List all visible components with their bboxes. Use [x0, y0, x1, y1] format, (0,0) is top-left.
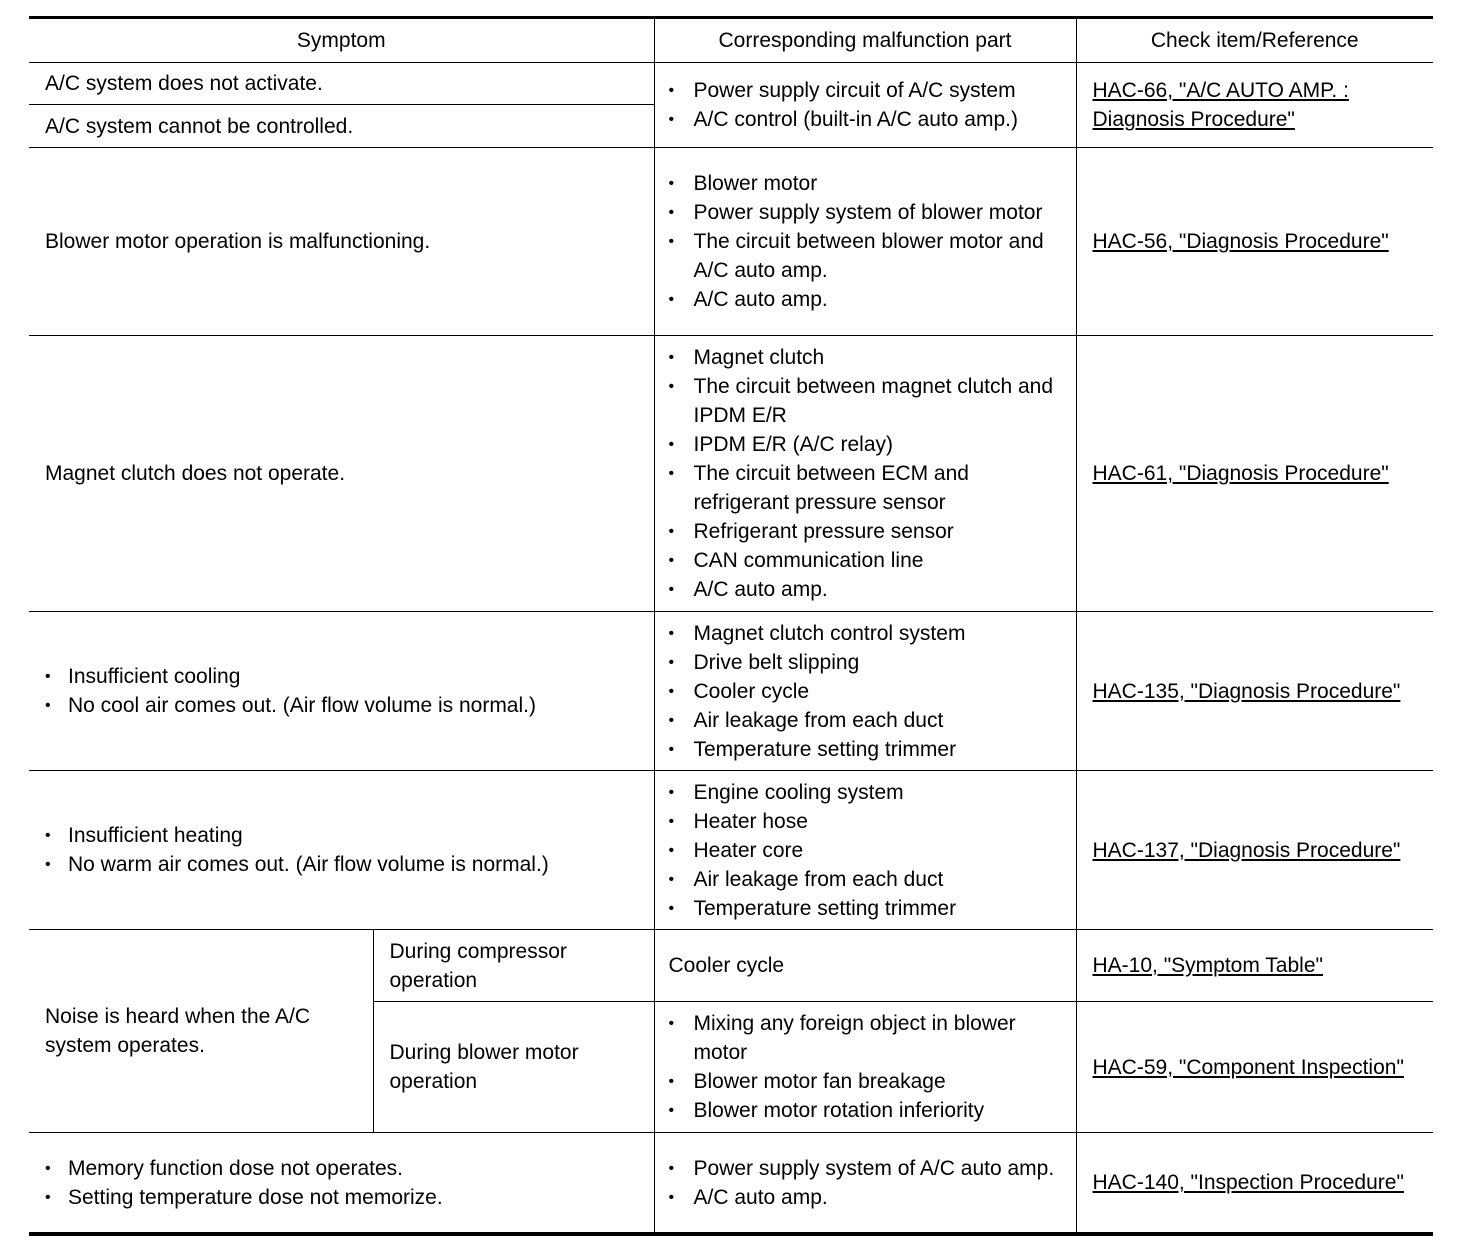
list-item: • A/C control (built-in A/C auto amp.) — [669, 105, 1068, 134]
malfunction-part-cell — [654, 336, 1076, 612]
list-item: • Power supply circuit of A/C system — [669, 76, 1068, 105]
list-item: • Power supply system of A/C auto amp. — [669, 1154, 1068, 1183]
symptom-cell: A/C system cannot be controlled. — [29, 105, 654, 148]
list-item: • The circuit between magnet clutch and IPDM E/R — [669, 372, 1068, 430]
list-item: • Insufficient cooling — [45, 662, 654, 691]
table-row — [29, 1133, 1433, 1235]
symptom-cell: Noise is heard when the A/C system operates. — [29, 930, 373, 1133]
malfunction-part-cell — [654, 148, 1076, 336]
reference-cell — [1076, 148, 1433, 336]
list-item: • Drive belt slipping — [669, 648, 1068, 677]
symptom-cell — [29, 1133, 654, 1235]
reference-cell — [1076, 1002, 1433, 1133]
reference-link[interactable]: HAC-135, "Diagnosis Procedure" — [1092, 679, 1401, 703]
table-row — [29, 63, 1433, 105]
header-symptom: Symptom — [296, 29, 386, 52]
list-item: • Refrigerant pressure sensor — [669, 517, 1068, 546]
list-item: • Air leakage from each duct — [669, 706, 1068, 735]
list-item: • Memory function dose not operates. — [45, 1154, 654, 1183]
list-item: • Engine cooling system — [669, 778, 1068, 807]
reference-link[interactable]: HAC-59, "Component Inspection" — [1092, 1055, 1404, 1079]
header-malfunction-part: Corresponding malfunction part — [654, 18, 1076, 63]
table-row — [29, 612, 1433, 771]
list-item: • Heater core — [669, 836, 1068, 865]
reference-link[interactable]: HAC-61, "Diagnosis Procedure" — [1092, 462, 1389, 485]
list-item: • No warm air comes out. (Air flow volume is normal.) — [45, 850, 654, 879]
condition-cell: During compressor operation — [373, 930, 654, 1002]
list-item: • A/C auto amp. — [669, 1183, 1068, 1212]
malfunction-part-cell — [654, 771, 1076, 930]
reference-link[interactable]: HAC-66, "A/C AUTO AMP. : Diagnosis Procedure" — [1092, 79, 1349, 131]
symptom-cell: A/C system does not activate. — [29, 63, 654, 105]
reference-link[interactable]: HAC-56, "Diagnosis Procedure" — [1092, 230, 1389, 253]
table-header-row — [29, 18, 1433, 63]
malfunction-part-cell — [654, 63, 1076, 148]
list-item: • A/C auto amp. — [669, 285, 1068, 314]
list-item: • Air leakage from each duct — [669, 865, 1068, 894]
list-item: • Blower motor rotation inferiority — [669, 1096, 1068, 1125]
list-item: • A/C auto amp. — [669, 575, 1068, 604]
reference-cell — [1076, 612, 1433, 771]
symptom-cell: Blower motor operation is malfunctioning. — [29, 148, 654, 336]
reference-cell — [1076, 771, 1433, 930]
list-item: • Blower motor — [669, 169, 1068, 198]
list-item: • No cool air comes out. (Air flow volume is normal.) — [45, 691, 654, 720]
table-row — [29, 336, 1433, 612]
list-item: • Mixing any foreign object in blower motor — [669, 1009, 1068, 1067]
table-row — [29, 771, 1433, 930]
list-item: • Setting temperature dose not memorize. — [45, 1183, 654, 1212]
reference-link[interactable]: HA-10, "Symptom Table" — [1092, 954, 1323, 977]
symptom-table — [29, 16, 1433, 1236]
reference-link[interactable]: HAC-137, "Diagnosis Procedure" — [1092, 838, 1401, 862]
list-item: • The circuit between ECM and refrigerant pressure sensor — [669, 459, 1068, 517]
list-item: • Heater hose — [669, 807, 1068, 836]
reference-cell — [1076, 1133, 1433, 1235]
table-row — [29, 148, 1433, 336]
table-row — [29, 930, 1433, 1002]
malfunction-part-cell — [654, 1133, 1076, 1235]
list-item: • CAN communication line — [669, 546, 1068, 575]
symptom-cell — [29, 612, 654, 771]
header-check-item: Check item/Reference — [1076, 18, 1433, 63]
list-item: • Insufficient heating — [45, 821, 654, 850]
list-item: • Power supply system of blower motor — [669, 198, 1068, 227]
malfunction-part-cell — [654, 612, 1076, 771]
list-item: • Blower motor fan breakage — [669, 1067, 1068, 1096]
list-item: • The circuit between blower motor and A/C auto amp. — [669, 227, 1068, 285]
condition-cell: During blower motor operation — [373, 1002, 654, 1133]
symptom-cell: Magnet clutch does not operate. — [29, 336, 654, 612]
list-item: • Cooler cycle — [669, 677, 1068, 706]
reference-cell — [1076, 336, 1433, 612]
list-item: • Temperature setting trimmer — [669, 894, 1068, 923]
list-item: • Magnet clutch — [669, 343, 1068, 372]
reference-cell — [1076, 63, 1433, 148]
malfunction-part-cell: Cooler cycle — [654, 930, 1076, 1002]
malfunction-part-cell — [654, 1002, 1076, 1133]
symptom-cell — [29, 771, 654, 930]
list-item: • Magnet clutch control system — [669, 619, 1068, 648]
reference-cell — [1076, 930, 1433, 1002]
list-item: • Temperature setting trimmer — [669, 735, 1068, 764]
reference-link[interactable]: HAC-140, "Inspection Procedure" — [1092, 1171, 1404, 1194]
list-item: • IPDM E/R (A/C relay) — [669, 430, 1068, 459]
